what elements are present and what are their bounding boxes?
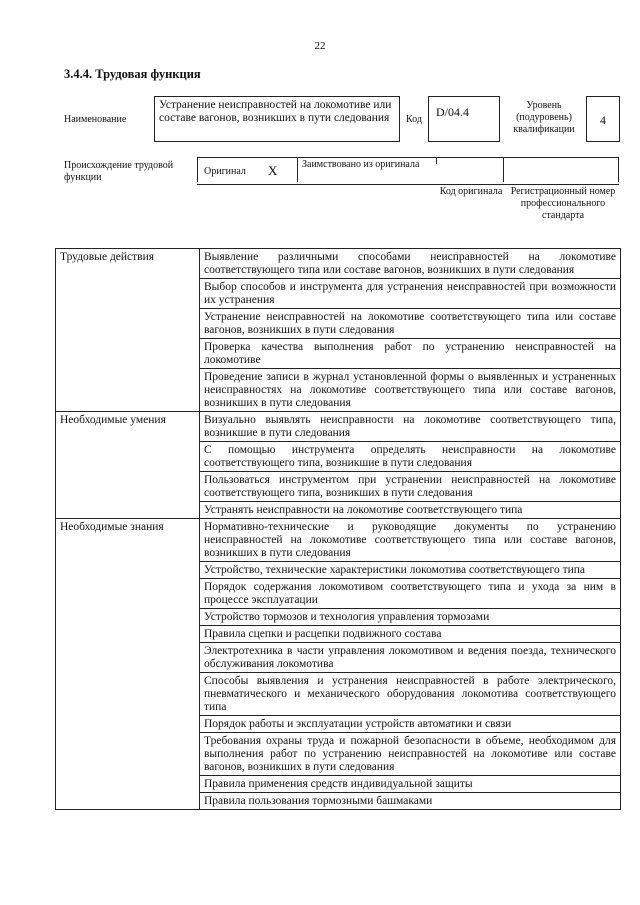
section-item: Порядок содержания локомотивом соответствующего типа и ухода за ним в процессе эксплуатации (200, 579, 621, 609)
section-item: Требования охраны труда и пожарной безопасности в объеме, необходимом для выполнения работ по устранению неисправностей на локомотиве или составе вагонов, возникших в пути следования (200, 733, 621, 776)
code-value: D/04.4 (436, 105, 469, 119)
name-label: Наименование (64, 114, 127, 125)
section-item: Порядок работы и эксплуатации устройств автоматики и связи (200, 716, 621, 733)
origin-row (197, 157, 619, 185)
section-item: Проверка качества выполнения работ по устранению неисправностей на локомотиве (200, 339, 621, 369)
section-item: Способы выявления и устранения неисправностей в работе электрического, пневматического и механического оборудования локомотива соответствующего типа (200, 673, 621, 716)
table-row (56, 519, 621, 562)
reg-number-caption: Регистрационный номер профессионального стандарта (510, 186, 616, 221)
section-item: Выбор способов и инструмента для устранения неисправностей при возможности их устранения (200, 279, 621, 309)
code-original-caption: Код оригинала (439, 186, 503, 197)
section-category: Необходимые умения (56, 412, 200, 519)
section-item: Устранение неисправностей на локомотиве соответствующего типа или составе вагонов, возникших в пути следования (200, 309, 621, 339)
page-number: 22 (314, 40, 326, 52)
section-item: Устройство тормозов и технология управления тормозами (200, 609, 621, 626)
level-value: 4 (600, 113, 606, 127)
section-item: Правила пользования тормозными башмаками (200, 793, 621, 810)
section-category: Необходимые знания (56, 519, 200, 810)
function-name-box (154, 96, 400, 142)
section-item: Устранять неисправности на локомотиве соответствующего типа (200, 502, 621, 519)
section-item: Правила сцепки и расцепки подвижного состава (200, 626, 621, 643)
original-label: Оригинал (204, 166, 246, 177)
section-item: Электротехника в части управления локомотивом и ведения поезда, технического обслуживания локомотива (200, 643, 621, 673)
code-box (428, 96, 500, 142)
borrowed-label: Заимствовано из оригинала (302, 159, 420, 170)
function-details-table (55, 248, 621, 810)
section-category: Трудовые действия (56, 249, 200, 412)
section-item: Устройство, технические характеристики локомотива соответствующего типа (200, 562, 621, 579)
function-name-value: Устранение неисправностей на локомотиве или составе вагонов, возникших в пути следования (159, 99, 392, 124)
section-item: Нормативно-технические и руководящие документы по устранению неисправностей на локомотиве соответствующего типа или составе вагонов, возникших в пути следования (200, 519, 621, 562)
section-item: Пользоваться инструментом при устранении неисправностей на локомотиве соответствующего типа, возникших в пути следования (200, 472, 621, 502)
table-row (56, 249, 621, 279)
section-item: Визуально выявлять неисправности на локомотиве соответствующего типа, возникшие в пути следования (200, 412, 621, 442)
section-item: Правила применения средств индивидуальной защиты (200, 776, 621, 793)
section-title: 3.4.4. Трудовая функция (64, 67, 201, 81)
section-item: Проведение записи в журнал установленной формы о выявленных и устраненных неисправностях на локомотиве соответствующего типа или составе вагонов, возникших в пути следования (200, 369, 621, 412)
original-mark: X (268, 163, 278, 178)
origin-label: Происхождение трудовой функции (64, 160, 174, 183)
section-item: С помощью инструмента определять неисправности на локомотиве соответствующего типа, возникшие в пути следования (200, 442, 621, 472)
table-row (56, 412, 621, 442)
level-box (586, 96, 620, 142)
section-item: Выявление различными способами неисправностей на локомотиве соответствующего типа или составе вагонов, возникших в пути следования (200, 249, 621, 279)
code-label: Код (406, 114, 422, 125)
level-label: Уровень (подуровень) квалификации (513, 100, 575, 135)
